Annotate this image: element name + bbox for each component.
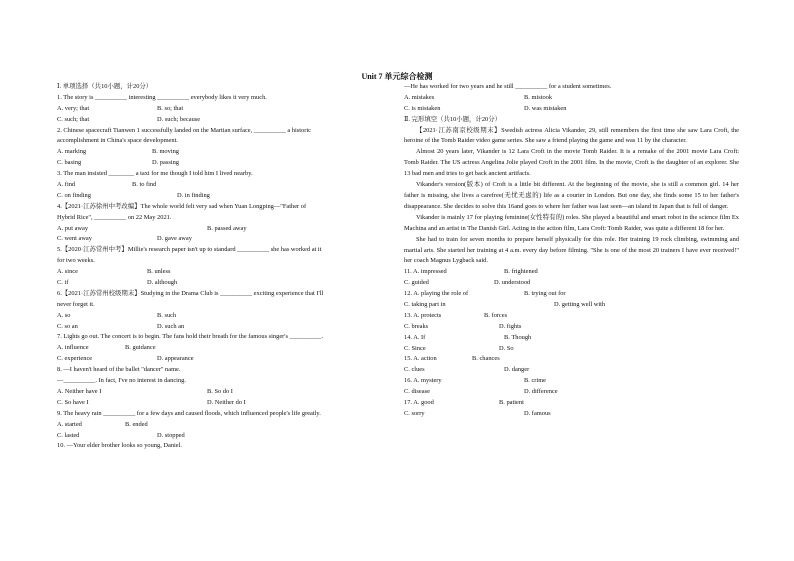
question-7-options-cd bbox=[57, 354, 389, 365]
option: C. taking part in bbox=[404, 301, 446, 309]
option: 11. A. impressed bbox=[404, 268, 447, 276]
option: C. experience bbox=[57, 355, 93, 363]
option: D. difference bbox=[524, 388, 558, 396]
option: D. passing bbox=[152, 159, 179, 167]
cloze-12-options-cd bbox=[404, 300, 739, 311]
cloze-17-options-cd bbox=[404, 409, 739, 420]
option: 12. A. playing the role of bbox=[404, 290, 469, 298]
option: D. understood bbox=[494, 279, 531, 287]
question-8-line-1: 8. —I haven't heard of the ballet "dancer" name. bbox=[57, 366, 181, 374]
question-4-options-cd bbox=[57, 234, 389, 245]
question-10: 10. —Your elder brother looks so young, Daniel. bbox=[57, 442, 183, 450]
question-2-line-2: accomplishment in China's space development. bbox=[57, 137, 178, 145]
question-10-options-ab bbox=[404, 93, 739, 104]
option: D. gave away bbox=[157, 235, 192, 243]
question-2-line-1: 2. Chinese spacecraft Tianwen 1 successfully landed on the Martian surface, __________ a historic bbox=[57, 126, 311, 134]
cloze-13-options-cd bbox=[404, 322, 739, 333]
option: 16. A. mystery bbox=[404, 377, 442, 385]
option: B. mistook bbox=[524, 93, 553, 101]
option: D. famous bbox=[524, 409, 551, 417]
option: B. passed away bbox=[207, 224, 247, 232]
option: D. such an bbox=[157, 322, 185, 330]
question-3: 3. The man insisted ________ a taxi for me though I told him I lived nearby. bbox=[57, 170, 253, 178]
question-6-line-1: 6.【2021·江苏常州校级期末】Studying in the Drama Club is __________ exciting experience that I'll bbox=[57, 289, 324, 297]
option: D. appearance bbox=[157, 355, 194, 363]
cloze-15-options-ab bbox=[404, 354, 739, 365]
question-5-options-ab bbox=[57, 267, 389, 278]
option: B. chances bbox=[472, 355, 500, 363]
option: D. So bbox=[499, 344, 514, 352]
option: A. Neither have I bbox=[57, 387, 102, 395]
right-column bbox=[404, 82, 739, 420]
option: C. went away bbox=[57, 235, 92, 243]
question-9-options-ab bbox=[57, 420, 389, 431]
question-9-options-cd bbox=[57, 431, 389, 442]
question-4-options-ab bbox=[57, 224, 389, 235]
option: C. if bbox=[57, 279, 69, 287]
cloze-15-options-cd bbox=[404, 365, 739, 376]
option: C. clues bbox=[404, 366, 425, 374]
passage-paragraph-1: 【2021·江苏南京校级期末】Swedish actress Alicia Vikander, 29, still remembers the first time she saw Lara Croft, the heroine of the Tomb Raider video game series. She saw a friend playing the game and was 11 by the character. bbox=[404, 126, 739, 145]
option: 15. A. action bbox=[404, 355, 437, 363]
option: B. moving bbox=[152, 148, 179, 156]
option: D. fights bbox=[499, 322, 522, 330]
option: B. forces bbox=[484, 311, 508, 319]
passage-paragraph-3: Vikander's version(版本) of Croft is a little bit different. At the beginning of the movie, she is still a common girl. 14 her father is missing, she lives a carefree(无忧无虑的) life as a courier in London. But one day, she finds some 15 to her father's disappearance. She decides to solve this 16and goes to where her father was last seen—an island in Japan that is full of danger. bbox=[404, 181, 739, 210]
passage-paragraph-4: Vikander is mainly 17 for playing feminine(女性特有的) roles. She played a beautiful and smart robot in the science film Ex Machina and an artist in The Danish Girl. Acting in the action film, Lara Croft: Tomb Raider, was quite a different 18 for her. bbox=[404, 213, 739, 232]
option: D. although bbox=[147, 279, 178, 287]
option: D. stopped bbox=[157, 431, 185, 439]
option: B. frightened bbox=[504, 268, 538, 276]
option: A. started bbox=[57, 420, 82, 428]
option: C. So have I bbox=[57, 398, 89, 406]
option: B. such bbox=[157, 311, 177, 319]
option: C. so an bbox=[57, 322, 78, 330]
option: A. very; that bbox=[57, 104, 90, 112]
option: C. basing bbox=[57, 159, 82, 167]
question-6-options-ab bbox=[57, 311, 389, 322]
question-1: 1. The story is __________ interesting __________ everybody likes it very much. bbox=[57, 93, 267, 101]
question-5-line-1: 5.【2020·江苏常州中考】Millie's research paper isn't up to standard __________ she has worked at it bbox=[57, 246, 322, 254]
passage-paragraph-2: Almost 20 years later, Vikander is 12 Lara Croft in the movie Tomb Raider. It is a remake of the 2001 movie Lara Croft: Tomb Raider. The US actress Angelina Jolie played Croft in the 2001 film. In the movie, Croft is the daughter of an explorer. She 13 bad men and tries to get back ancient artifacts. bbox=[404, 148, 739, 178]
option: 14. A. If bbox=[404, 333, 426, 341]
option: B. patient bbox=[499, 399, 524, 407]
cloze-13-options-ab bbox=[404, 311, 739, 322]
option: C. is mistaken bbox=[404, 104, 441, 112]
option: C. on finding bbox=[57, 191, 91, 199]
option: C. sorry bbox=[404, 409, 425, 417]
option: A. put away bbox=[57, 224, 89, 232]
cloze-16-options-ab bbox=[404, 376, 739, 387]
option: B. So do I bbox=[207, 387, 233, 395]
option: C. breaks bbox=[404, 322, 429, 330]
option: A. influence bbox=[57, 344, 89, 352]
question-7-options-ab bbox=[57, 343, 389, 354]
question-4-line-2: Hybrid Rice", __________ on 22 May 2021. bbox=[57, 213, 172, 221]
option: B. trying out for bbox=[524, 290, 566, 298]
option: D. getting well with bbox=[554, 301, 606, 309]
question-9: 9. The heavy rain __________ for a few days and caused floods, which influenced people's life greatly. bbox=[57, 409, 321, 417]
option: A. since bbox=[57, 268, 78, 276]
cloze-17-options-ab bbox=[404, 398, 739, 409]
option: B. unless bbox=[147, 268, 171, 276]
option: D. was mistaken bbox=[524, 104, 567, 112]
cloze-16-options-cd bbox=[404, 387, 739, 398]
option: C. Since bbox=[404, 344, 426, 352]
option: B. Though bbox=[504, 333, 532, 341]
passage-paragraph-5: She had to train for seven months to prepare herself physically for this role. Her training 19 rock climbing, swimming and martial arts. She started her training at 4 a.m. every day before filming. "She is one of the most 20 trainers I have ever received!" her coach Magnus Lygback said. bbox=[404, 235, 739, 265]
question-2-options-cd bbox=[57, 158, 389, 169]
option: D. Neither do I bbox=[207, 398, 246, 406]
option: B. crime bbox=[524, 377, 547, 385]
option: D. in finding bbox=[177, 191, 210, 199]
question-8-options-cd bbox=[57, 398, 389, 409]
option: A. mistakes bbox=[404, 93, 435, 101]
question-10-continued: —He has worked for two years and he still __________ for a student sometimes. bbox=[404, 83, 612, 90]
question-8-line-2: —__________. In fact, I've no interest in dancing. bbox=[57, 377, 186, 385]
question-2-options-ab bbox=[57, 147, 389, 158]
option: C. guided bbox=[404, 279, 429, 287]
question-6-line-2: never forget it. bbox=[57, 300, 95, 308]
question-1-options-ab bbox=[57, 104, 389, 115]
question-3-options-ab bbox=[57, 180, 389, 191]
section-heading-single-choice: Ⅰ. 单项选择（共10小题，计20分） bbox=[57, 83, 153, 90]
option: 13. A. protects bbox=[404, 311, 442, 319]
option: 17. A. good bbox=[404, 399, 434, 407]
option: B. ended bbox=[125, 420, 148, 428]
question-4-line-1: 4.【2021·江苏徐州中考改编】The whole world felt very sad when Yuan Longping—"Father of bbox=[57, 202, 307, 210]
cloze-14-options-ab bbox=[404, 333, 739, 344]
option: B. guidance bbox=[125, 344, 156, 352]
option: C. such; that bbox=[57, 115, 90, 123]
cloze-12-options-ab bbox=[404, 289, 739, 300]
cloze-14-options-cd bbox=[404, 344, 739, 355]
option: C. lasted bbox=[57, 431, 80, 439]
question-1-options-cd bbox=[57, 115, 389, 126]
section-heading-cloze: Ⅱ. 完形填空（共10小题，计20分） bbox=[404, 115, 502, 123]
question-3-options-cd bbox=[57, 191, 389, 202]
option: D. such; because bbox=[157, 115, 201, 123]
cloze-11-options-cd bbox=[404, 278, 739, 289]
question-10-options-cd bbox=[404, 104, 739, 115]
option: A. find bbox=[57, 181, 76, 189]
page-title: Unit 7 单元综合检测 bbox=[361, 72, 433, 81]
left-column bbox=[57, 82, 389, 452]
option: A. marking bbox=[57, 148, 87, 156]
question-7: 7. Lights go out. The concert is to begin. The fans hold their breath for the famous singer's __________. bbox=[57, 333, 324, 341]
question-8-options-ab bbox=[57, 387, 389, 398]
question-6-options-cd bbox=[57, 322, 389, 333]
cloze-11-options-ab bbox=[404, 267, 739, 278]
option: B. to find bbox=[132, 181, 157, 189]
option: C. disease bbox=[404, 388, 430, 396]
question-5-options-cd bbox=[57, 278, 389, 289]
question-5-line-2: for two weeks. bbox=[57, 257, 95, 265]
option: D. danger bbox=[504, 366, 530, 374]
option: B. so; that bbox=[157, 104, 184, 112]
option: A. so bbox=[57, 311, 71, 319]
